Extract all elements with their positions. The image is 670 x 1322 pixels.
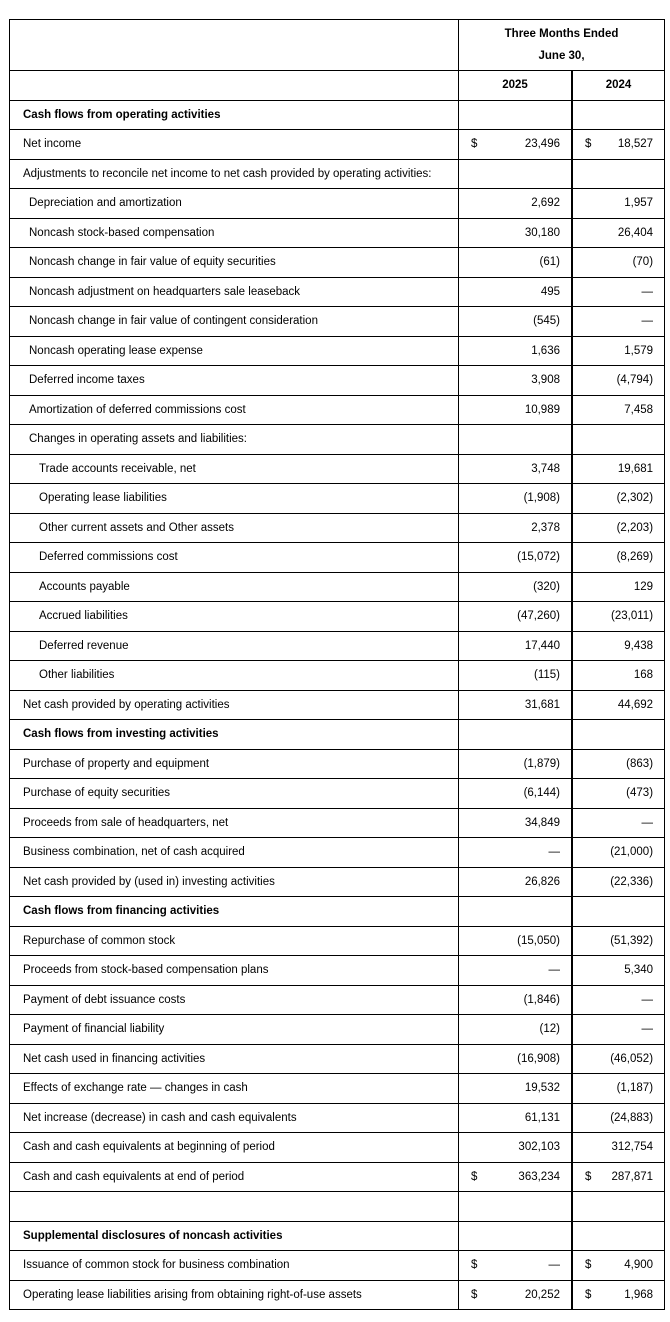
value-prior: [573, 956, 665, 986]
value-prior: [573, 749, 665, 779]
value-prior: [573, 867, 665, 897]
value-text: —: [641, 993, 654, 1006]
value-text: 2,378: [531, 521, 560, 534]
row-label: Payment of debt issuance costs: [10, 985, 459, 1015]
value-text: 30,180: [524, 226, 560, 239]
table-row: [10, 1133, 665, 1163]
row-label: Effects of exchange rate — changes in cash: [10, 1074, 459, 1104]
row-label: Amortization of deferred commissions cost: [10, 395, 459, 425]
value-text: —: [548, 964, 560, 977]
value-prior: [573, 1192, 665, 1222]
value-text: (46,052): [610, 1052, 654, 1065]
table-row: [10, 602, 665, 632]
value-current: [459, 218, 572, 248]
table-row: [10, 1074, 665, 1104]
statement-body: [10, 100, 665, 1310]
value-prior: [573, 513, 665, 543]
table-row: [10, 100, 665, 130]
value-text: (47,260): [517, 610, 560, 623]
table-row: [10, 838, 665, 868]
value-current: [459, 336, 572, 366]
row-label: Deferred revenue: [10, 631, 459, 661]
value-text: 129: [633, 580, 654, 593]
value-current: [459, 661, 572, 691]
value-prior: [573, 395, 665, 425]
table-row: [10, 926, 665, 956]
row-label: [10, 1192, 459, 1222]
value-current: [459, 985, 572, 1015]
value-current: [459, 248, 572, 278]
table-row: [10, 513, 665, 543]
value-text: 312,754: [611, 1141, 654, 1154]
value-prior: [573, 425, 665, 455]
row-label: Accrued liabilities: [10, 602, 459, 632]
value-prior: [573, 1162, 665, 1192]
table-row: [10, 749, 665, 779]
row-label: Net cash used in financing activities: [10, 1044, 459, 1074]
row-label: Noncash adjustment on headquarters sale leaseback: [10, 277, 459, 307]
value-text: (4,794): [616, 374, 654, 387]
header-blank-cell: [10, 20, 459, 71]
value-current: [459, 189, 572, 219]
currency-symbol: $: [585, 1259, 592, 1272]
value-current: [459, 779, 572, 809]
value-text: 1,636: [531, 344, 560, 357]
row-label: Net increase (decrease) in cash and cash equivalents: [10, 1103, 459, 1133]
table-row: [10, 1251, 665, 1281]
value-text: 44,692: [617, 698, 654, 711]
table-row: [10, 1192, 665, 1222]
row-label: Deferred commissions cost: [10, 543, 459, 573]
value-prior: [573, 1015, 665, 1045]
table-row: [10, 661, 665, 691]
value-text: 302,103: [518, 1141, 560, 1154]
value-text: (61): [539, 256, 560, 269]
value-text: (2,203): [616, 521, 654, 534]
value-text: 18,527: [617, 138, 654, 151]
row-label: Business combination, net of cash acquired: [10, 838, 459, 868]
row-label: Purchase of equity securities: [10, 779, 459, 809]
value-text: 3,908: [531, 374, 560, 387]
table-row: [10, 956, 665, 986]
value-prior: [573, 1074, 665, 1104]
row-label: Issuance of common stock for business combination: [10, 1251, 459, 1281]
value-text: 19,532: [524, 1082, 560, 1095]
currency-symbol: $: [471, 138, 478, 151]
table-row: [10, 690, 665, 720]
value-text: (1,908): [523, 492, 560, 505]
value-current: [459, 720, 572, 750]
period-header: [459, 20, 665, 71]
value-prior: [573, 484, 665, 514]
table-row: [10, 897, 665, 927]
row-label: Cash and cash equivalents at end of period: [10, 1162, 459, 1192]
table-row: [10, 425, 665, 455]
value-current: [459, 425, 572, 455]
value-text: 287,871: [611, 1170, 654, 1183]
table-row: [10, 867, 665, 897]
row-label: Supplemental disclosures of noncash activities: [10, 1221, 459, 1251]
value-text: —: [641, 285, 654, 298]
row-label: Purchase of property and equipment: [10, 749, 459, 779]
value-prior: [573, 808, 665, 838]
value-text: (8,269): [616, 551, 654, 564]
currency-symbol: $: [585, 1288, 592, 1301]
value-current: [459, 602, 572, 632]
value-text: (6,144): [523, 787, 560, 800]
value-text: 26,404: [617, 226, 654, 239]
value-text: 1,579: [624, 344, 654, 357]
value-text: 1,957: [624, 197, 654, 210]
row-label: Net cash provided by (used in) investing activities: [10, 867, 459, 897]
value-prior: [573, 543, 665, 573]
value-current: [459, 277, 572, 307]
row-label: Changes in operating assets and liabilities:: [10, 425, 459, 455]
row-label: Noncash stock-based compensation: [10, 218, 459, 248]
value-current: [459, 690, 572, 720]
value-text: (12): [539, 1023, 560, 1036]
row-label: Noncash operating lease expense: [10, 336, 459, 366]
table-row: [10, 248, 665, 278]
row-label: Proceeds from stock-based compensation plans: [10, 956, 459, 986]
value-text: (473): [626, 787, 654, 800]
table-row: [10, 808, 665, 838]
value-prior: [573, 1251, 665, 1281]
table-row: [10, 218, 665, 248]
value-current: [459, 1044, 572, 1074]
table-row: [10, 1221, 665, 1251]
table-row: [10, 779, 665, 809]
value-text: (115): [534, 669, 560, 682]
value-text: —: [548, 846, 560, 859]
value-text: (863): [626, 757, 654, 770]
currency-symbol: $: [585, 138, 592, 151]
value-prior: [573, 661, 665, 691]
row-label: Deferred income taxes: [10, 366, 459, 396]
value-prior: [573, 985, 665, 1015]
value-current: [459, 1280, 572, 1310]
value-text: 3,748: [531, 462, 560, 475]
value-current: [459, 130, 572, 160]
value-text: (24,883): [610, 1111, 654, 1124]
value-text: —: [548, 1259, 560, 1272]
row-label: Net cash provided by operating activities: [10, 690, 459, 720]
value-text: (51,392): [610, 934, 654, 947]
value-current: [459, 513, 572, 543]
value-text: (320): [533, 580, 560, 593]
table-row: [10, 631, 665, 661]
value-text: 7,458: [624, 403, 654, 416]
value-current: [459, 100, 572, 130]
table-row: [10, 1162, 665, 1192]
row-label: Operating lease liabilities arising from obtaining right-of-use assets: [10, 1280, 459, 1310]
currency-symbol: $: [471, 1288, 478, 1301]
value-text: 10,989: [524, 403, 560, 416]
value-prior: [573, 366, 665, 396]
value-text: 20,252: [524, 1288, 560, 1301]
table-row: [10, 720, 665, 750]
value-prior: [573, 100, 665, 130]
value-prior: [573, 307, 665, 337]
value-current: [459, 307, 572, 337]
value-prior: [573, 1280, 665, 1310]
value-prior: [573, 454, 665, 484]
year-prior: 2024: [573, 71, 665, 101]
value-current: [459, 572, 572, 602]
value-text: (15,072): [517, 551, 560, 564]
value-current: [459, 1074, 572, 1104]
value-text: (70): [632, 256, 654, 269]
value-prior: [573, 218, 665, 248]
value-text: 23,496: [524, 138, 560, 151]
value-current: [459, 1133, 572, 1163]
value-current: [459, 926, 572, 956]
row-label: Cash flows from financing activities: [10, 897, 459, 927]
value-prior: [573, 159, 665, 189]
row-label: Cash and cash equivalents at beginning of period: [10, 1133, 459, 1163]
row-label: Noncash change in fair value of equity securities: [10, 248, 459, 278]
header-row-period: [10, 20, 665, 71]
row-label: Other liabilities: [10, 661, 459, 691]
value-current: [459, 1162, 572, 1192]
value-text: 26,826: [524, 875, 560, 888]
value-prior: [573, 248, 665, 278]
value-text: 34,849: [524, 816, 560, 829]
table-row: [10, 189, 665, 219]
currency-symbol: $: [471, 1259, 478, 1272]
table-row: [10, 1103, 665, 1133]
row-label: Net income: [10, 130, 459, 160]
value-text: 9,438: [624, 639, 654, 652]
value-text: 1,968: [624, 1288, 654, 1301]
currency-symbol: $: [585, 1170, 592, 1183]
table-row: [10, 454, 665, 484]
row-label: Trade accounts receivable, net: [10, 454, 459, 484]
row-label: Proceeds from sale of headquarters, net: [10, 808, 459, 838]
period-line2: June 30,: [538, 50, 585, 62]
value-text: 363,234: [518, 1170, 560, 1183]
value-text: (2,302): [616, 492, 654, 505]
value-text: (1,846): [523, 993, 560, 1006]
row-label: Other current assets and Other assets: [10, 513, 459, 543]
value-text: (16,908): [517, 1052, 560, 1065]
value-current: [459, 1015, 572, 1045]
row-label: Repurchase of common stock: [10, 926, 459, 956]
value-text: (23,011): [611, 610, 654, 623]
table-row: [10, 543, 665, 573]
value-text: 5,340: [624, 964, 654, 977]
table-row: [10, 366, 665, 396]
value-current: [459, 749, 572, 779]
header-blank-cell: [10, 71, 459, 101]
value-text: (1,879): [523, 757, 560, 770]
table-row: [10, 130, 665, 160]
value-prior: [573, 189, 665, 219]
period-line1: Three Months Ended: [504, 28, 619, 40]
value-prior: [573, 779, 665, 809]
table-row: [10, 277, 665, 307]
value-text: 61,131: [524, 1111, 560, 1124]
value-prior: [573, 1044, 665, 1074]
table-row: [10, 1044, 665, 1074]
value-current: [459, 838, 572, 868]
table-row: [10, 1015, 665, 1045]
value-current: [459, 808, 572, 838]
table-row: [10, 336, 665, 366]
value-prior: [573, 720, 665, 750]
value-text: 2,692: [531, 197, 560, 210]
value-text: —: [641, 816, 654, 829]
row-label: Operating lease liabilities: [10, 484, 459, 514]
value-text: —: [641, 315, 654, 328]
row-label: Cash flows from investing activities: [10, 720, 459, 750]
value-current: [459, 631, 572, 661]
value-current: [459, 454, 572, 484]
value-prior: [573, 277, 665, 307]
table-row: [10, 484, 665, 514]
row-label: Accounts payable: [10, 572, 459, 602]
value-prior: [573, 838, 665, 868]
table-row: [10, 159, 665, 189]
table-row: [10, 985, 665, 1015]
value-current: [459, 1221, 572, 1251]
row-label: Depreciation and amortization: [10, 189, 459, 219]
value-prior: [573, 336, 665, 366]
value-current: [459, 1103, 572, 1133]
table-row: [10, 1280, 665, 1310]
value-text: 168: [633, 669, 654, 682]
value-text: (21,000): [610, 846, 654, 859]
value-text: (545): [533, 315, 560, 328]
year-current: 2025: [459, 71, 572, 101]
row-label: Adjustments to reconcile net income to net cash provided by operating activities:: [10, 159, 459, 189]
table-row: [10, 572, 665, 602]
value-prior: [573, 572, 665, 602]
value-current: [459, 366, 572, 396]
value-text: (1,187): [616, 1082, 654, 1095]
row-label: Cash flows from operating activities: [10, 100, 459, 130]
value-prior: [573, 602, 665, 632]
value-current: [459, 1192, 572, 1222]
value-prior: [573, 1221, 665, 1251]
value-text: 4,900: [624, 1259, 654, 1272]
value-prior: [573, 690, 665, 720]
value-current: [459, 484, 572, 514]
currency-symbol: $: [471, 1170, 478, 1183]
value-current: [459, 395, 572, 425]
value-text: —: [641, 1023, 654, 1036]
value-prior: [573, 1103, 665, 1133]
value-prior: [573, 130, 665, 160]
table-row: [10, 307, 665, 337]
value-prior: [573, 926, 665, 956]
value-current: [459, 956, 572, 986]
value-prior: [573, 631, 665, 661]
value-text: (15,050): [517, 934, 560, 947]
value-text: 17,440: [524, 639, 560, 652]
value-current: [459, 897, 572, 927]
table-row: [10, 395, 665, 425]
value-text: 495: [540, 285, 560, 298]
value-prior: [573, 1133, 665, 1163]
value-text: 31,681: [524, 698, 560, 711]
value-text: 19,681: [617, 462, 654, 475]
value-current: [459, 159, 572, 189]
value-text: (22,336): [610, 875, 654, 888]
value-current: [459, 867, 572, 897]
value-current: [459, 543, 572, 573]
header-row-years: [10, 71, 665, 101]
value-prior: [573, 897, 665, 927]
row-label: Noncash change in fair value of contingent consideration: [10, 307, 459, 337]
cash-flow-statement-table: [9, 19, 665, 1310]
value-current: [459, 1251, 572, 1281]
row-label: Payment of financial liability: [10, 1015, 459, 1045]
